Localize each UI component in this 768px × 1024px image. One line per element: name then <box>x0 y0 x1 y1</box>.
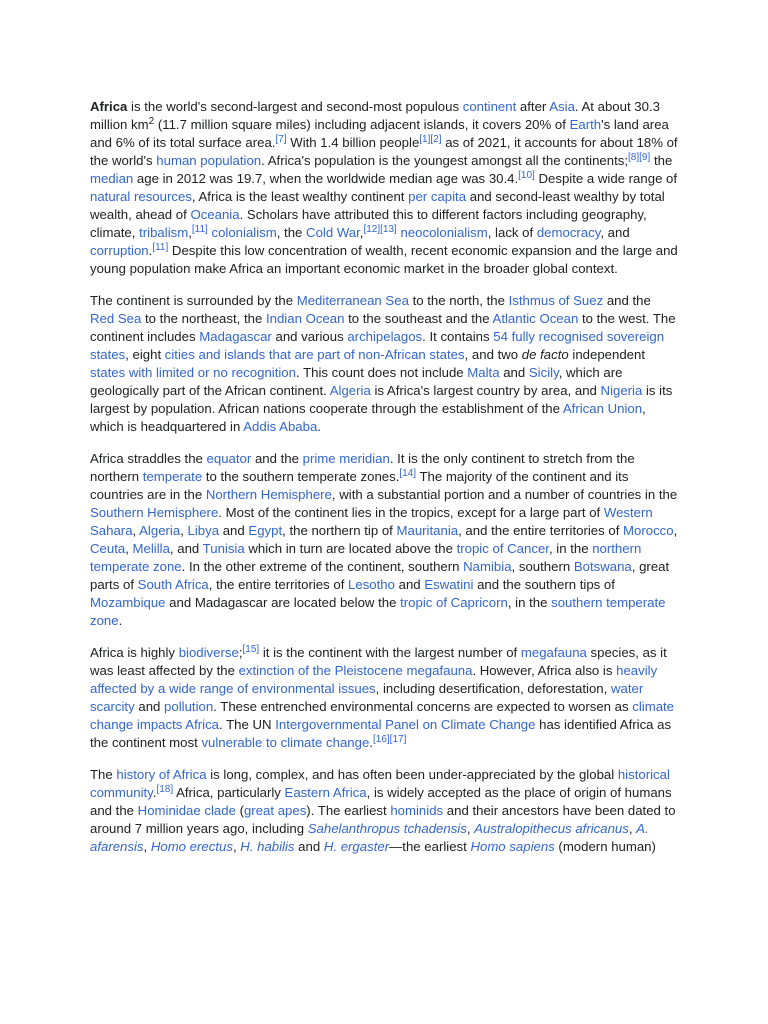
text-run: , <box>143 839 151 854</box>
text-run: after <box>516 99 550 114</box>
citation-link[interactable]: [10] <box>518 170 535 181</box>
text-run: and <box>294 839 324 854</box>
link-vulnerable-to-climate-change[interactable]: vulnerable to climate change <box>201 735 370 750</box>
text-run: to the northeast, the <box>141 311 266 326</box>
link-history-of-africa[interactable]: history of Africa <box>116 767 207 782</box>
text-run: , and the entire territories of <box>458 523 624 538</box>
text-run: , <box>673 523 678 538</box>
citation-superscript <box>373 734 406 745</box>
link-tropic-of-capricorn[interactable]: tropic of Capricorn <box>400 595 508 610</box>
text-run: and the <box>251 451 303 466</box>
text-run: The continent is surrounded by the <box>90 293 297 308</box>
link-water-scarcity[interactable]: water scarcity <box>90 681 644 714</box>
text-run: . <box>118 613 123 628</box>
link-54-fully-recognised-sovereign-states[interactable]: 54 fully recognised sovereign states <box>90 329 665 362</box>
text-run: . The UN <box>219 717 276 732</box>
text-run: . Most of the continent lies in the tropics, except for a large part of <box>218 505 604 520</box>
link-southern-temperate-zone[interactable]: southern temperate zone <box>90 595 666 628</box>
text-run: , Africa is the least wealthy continent <box>191 189 409 204</box>
text-run: is its largest by population. African nations cooperate through the establishment of the <box>90 383 673 416</box>
text-run: . This count does not include <box>295 365 468 380</box>
text-run: 's land area and 6% of its total surface area. <box>90 117 669 150</box>
link-democracy[interactable]: democracy <box>536 225 601 240</box>
text-run: , southern <box>511 559 574 574</box>
italic-term: de facto <box>521 347 569 362</box>
link-continent[interactable]: continent <box>462 99 517 114</box>
link-extinction-of-the-pleistocene-megafauna[interactable]: extinction of the Pleistocene megafauna <box>238 663 473 678</box>
text-run: , <box>125 541 133 556</box>
link-tropic-of-cancer[interactable]: tropic of Cancer <box>456 541 549 556</box>
link-hominidae-clade[interactable]: Hominidae clade <box>137 803 236 818</box>
link-addis-ababa[interactable]: Addis Ababa <box>243 419 318 434</box>
link-malta[interactable]: Malta <box>467 365 500 380</box>
link-states-with-limited-or-no-recognition[interactable]: states with limited or no recognition <box>90 365 296 380</box>
text-run: , <box>232 839 241 854</box>
text-run: Africa is highly <box>90 645 179 660</box>
link-oceania[interactable]: Oceania <box>190 207 240 222</box>
link-per-capita[interactable]: per capita <box>408 189 467 204</box>
text-run: , <box>628 821 637 836</box>
link-western-sahara[interactable]: Western Sahara <box>90 505 653 538</box>
citation-link[interactable]: [14] <box>399 468 417 479</box>
citation-link[interactable]: [8][9] <box>628 152 651 163</box>
text-run: , which are geologically part of the African continent. <box>90 365 623 398</box>
citation-superscript <box>419 134 441 145</box>
text-run: Despite this low concentration of wealth, recent economic expansion and the large and young population make Africa an important economic market in the broader global context. <box>90 243 678 276</box>
link-lesotho[interactable]: Lesotho <box>348 577 395 592</box>
citation-link[interactable]: [15] <box>242 644 260 655</box>
link-cold-war[interactable]: Cold War <box>306 225 360 240</box>
text-run: and <box>219 523 249 538</box>
link-pollution[interactable]: pollution <box>164 699 214 714</box>
article-paragraph <box>90 98 678 278</box>
citation-superscript <box>242 644 259 655</box>
link-melilla[interactable]: Melilla <box>132 541 170 556</box>
text-run: , eight <box>125 347 165 362</box>
citation-superscript <box>518 170 535 181</box>
link-red-sea[interactable]: Red Sea <box>90 311 142 326</box>
text-run: ). The earliest <box>306 803 391 818</box>
text-run: and Madagascar are located below the <box>165 595 401 610</box>
link-tribalism[interactable]: tribalism <box>139 225 189 240</box>
link-homo-sapiens[interactable]: Homo sapiens <box>470 839 555 854</box>
link-cities-and-islands-that-are-part-of-non-african-states[interactable]: cities and islands that are part of non-African states <box>164 347 465 362</box>
link-great-apes[interactable]: great apes <box>243 803 307 818</box>
text-run: , the northern tip of <box>282 523 397 538</box>
text-run: , great parts of <box>90 559 670 592</box>
text-run: and the southern tips of <box>473 577 615 592</box>
text-run: and <box>394 577 425 592</box>
link-mediterranean-sea[interactable]: Mediterranean Sea <box>296 293 409 308</box>
article-paragraph <box>90 292 678 436</box>
text-run: . <box>317 419 321 434</box>
link-h-ergaster[interactable]: H. ergaster <box>323 839 390 854</box>
text-run: , <box>359 225 364 240</box>
link-mauritania[interactable]: Mauritania <box>396 523 459 538</box>
text-run: , lack of <box>487 225 537 240</box>
text-run: , the <box>276 225 307 240</box>
text-run: —the earliest <box>389 839 471 854</box>
link-sicily[interactable]: Sicily <box>528 365 559 380</box>
link-madagascar[interactable]: Madagascar <box>199 329 272 344</box>
text-run: it is the continent with the largest number of <box>259 645 521 660</box>
text-run: , and two <box>464 347 522 362</box>
citation-link[interactable]: [1][2] <box>419 134 442 145</box>
link-a-afarensis[interactable]: A. afarensis <box>90 821 649 854</box>
article-paragraph <box>90 644 678 752</box>
citation-link[interactable]: [11] <box>152 242 169 253</box>
superscript: 2 <box>148 116 155 127</box>
text-run: and various <box>271 329 348 344</box>
link-northern-hemisphere[interactable]: Northern Hemisphere <box>205 487 332 502</box>
text-run: . In the other extreme of the continent, southern <box>181 559 464 574</box>
link-homo-erectus[interactable]: Homo erectus <box>150 839 233 854</box>
text-run: to the west. The continent includes <box>90 311 676 344</box>
text-run: . At about 30.3 million km <box>90 99 660 132</box>
citation-superscript <box>275 134 286 145</box>
link-isthmus-of-suez[interactable]: Isthmus of Suez <box>508 293 604 308</box>
link-colonialism[interactable]: colonialism <box>211 225 277 240</box>
link-mozambique[interactable]: Mozambique <box>90 595 166 610</box>
link-asia[interactable]: Asia <box>549 99 575 114</box>
text-run: . <box>148 243 153 258</box>
text-run: has identified Africa as the continent most <box>90 717 672 750</box>
text-run: The majority of the continent and its countries are in the <box>90 469 629 502</box>
link-prime-meridian[interactable]: prime meridian <box>302 451 390 466</box>
text-run: , with a substantial portion and a number of countries in the <box>331 487 678 502</box>
text-run: age in 2012 was 19.7, when the worldwide median age was 30.4. <box>133 171 519 186</box>
link-south-africa[interactable]: South Africa <box>137 577 209 592</box>
text-run: Despite a wide range of <box>534 171 678 186</box>
text-run: , in the <box>507 595 552 610</box>
text-run: , and <box>169 541 203 556</box>
text-run: ( <box>235 803 244 818</box>
link-hominids[interactable]: hominids <box>390 803 444 818</box>
text-run: With 1.4 billion people <box>286 135 420 150</box>
text-run: to the southern temperate zones. <box>202 469 400 484</box>
link-libya[interactable]: Libya <box>187 523 220 538</box>
text-run: . <box>369 735 373 750</box>
text-run: , which is headquartered in <box>90 401 646 434</box>
link-morocco[interactable]: Morocco <box>623 523 674 538</box>
link-neocolonialism[interactable]: neocolonialism <box>400 225 488 240</box>
text-run: and their ancestors have been dated to around 7 million years ago, including <box>90 803 676 836</box>
text-run: . Scholars have attributed this to different factors including geography, climate, <box>90 207 647 240</box>
link-atlantic-ocean[interactable]: Atlantic Ocean <box>492 311 579 326</box>
text-run: , is widely accepted as the place of origin of humans and the <box>90 785 672 818</box>
text-run: . It is the only continent to stretch from the northern <box>90 451 635 484</box>
text-run: Africa, particularly <box>173 785 285 800</box>
citation-link[interactable]: [11] <box>191 224 208 235</box>
citation-link[interactable]: [12][13] <box>363 224 397 235</box>
text-run: , <box>180 523 188 538</box>
text-run: species, as it was least affected by the <box>90 645 667 678</box>
text-run: . However, Africa also is <box>472 663 617 678</box>
citation-superscript <box>363 224 396 235</box>
link-biodiverse[interactable]: biodiverse <box>178 645 239 660</box>
link-sahelanthropus-tchadensis[interactable]: Sahelanthropus tchadensis <box>307 821 467 836</box>
link-eswatini[interactable]: Eswatini <box>424 577 474 592</box>
link-tunisia[interactable]: Tunisia <box>202 541 245 556</box>
text-run: and the <box>603 293 651 308</box>
text-run: is the world's second-largest and second-most populous <box>127 99 463 114</box>
citation-superscript <box>152 242 168 253</box>
link-historical-community[interactable]: historical community <box>90 767 670 800</box>
text-run: and <box>499 365 529 380</box>
text-run: as of 2021, it accounts for about 18% of the world's <box>90 135 678 168</box>
text-run: to the north, the <box>408 293 509 308</box>
citation-link[interactable]: [16][17] <box>373 734 407 745</box>
link-southern-hemisphere[interactable]: Southern Hemisphere <box>90 505 219 520</box>
link-climate-change-impacts-africa[interactable]: climate change impacts Africa <box>90 699 675 732</box>
text-run: which in turn are located above the <box>244 541 457 556</box>
text-run: and second-least wealthy by total wealth, ahead of <box>90 189 665 222</box>
text-run: , <box>466 821 475 836</box>
text-run: , and <box>600 225 630 240</box>
link-nigeria[interactable]: Nigeria <box>600 383 643 398</box>
link-natural-resources[interactable]: natural resources <box>90 189 192 204</box>
link-algeria[interactable]: Algeria <box>139 523 181 538</box>
text-run: is Africa's largest country by area, and <box>370 383 601 398</box>
article-paragraph <box>90 766 678 856</box>
citation-superscript <box>628 152 650 163</box>
text-run: (modern human) <box>554 839 656 854</box>
link-namibia[interactable]: Namibia <box>463 559 512 574</box>
link-earth[interactable]: Earth <box>569 117 602 132</box>
link-botswana[interactable]: Botswana <box>573 559 632 574</box>
link-heavily-affected-by-a-wide-range-of-environmental-issues[interactable]: heavily affected by a wide range of environmental issues <box>90 663 658 696</box>
text-run: ; <box>238 645 243 660</box>
link-median[interactable]: median <box>90 171 134 186</box>
link-eastern-africa[interactable]: Eastern Africa <box>284 785 367 800</box>
link-egypt[interactable]: Egypt <box>248 523 283 538</box>
link-ceuta[interactable]: Ceuta <box>90 541 126 556</box>
link-human-population[interactable]: human population <box>156 153 262 168</box>
bold-term: Africa <box>90 99 128 114</box>
text-run: to the southeast and the <box>344 311 493 326</box>
link-australopithecus-africanus[interactable]: Australopithecus africanus <box>474 821 629 836</box>
text-run: , <box>188 225 192 240</box>
text-run: . It contains <box>422 329 494 344</box>
link-h-habilis[interactable]: H. habilis <box>240 839 295 854</box>
citation-superscript <box>156 784 173 795</box>
link-archipelagos[interactable]: archipelagos <box>347 329 423 344</box>
citation-link[interactable]: [7] <box>275 134 287 145</box>
link-northern-temperate-zone[interactable]: northern temperate zone <box>90 541 642 574</box>
text-run: is long, complex, and has often been under-appreciated by the global <box>206 767 618 782</box>
link-megafauna[interactable]: megafauna <box>520 645 587 660</box>
text-run: , including desertification, deforestation, <box>375 681 611 696</box>
link-algeria[interactable]: Algeria <box>329 383 371 398</box>
article-paragraph <box>90 450 678 630</box>
article-body <box>90 98 678 870</box>
text-run: independent <box>568 347 645 362</box>
text-run: and <box>134 699 165 714</box>
text-run: (11.7 million square miles) including adjacent islands, it covers 20% of <box>154 117 570 132</box>
link-corruption[interactable]: corruption <box>90 243 149 258</box>
text-run: , in the <box>548 541 593 556</box>
citation-link[interactable]: [18] <box>156 784 174 795</box>
text-run: . These entrenched environmental concerns are expected to worsen as <box>213 699 633 714</box>
text-run: The <box>90 767 117 782</box>
citation-superscript <box>399 468 416 479</box>
citation-superscript <box>192 224 208 235</box>
text-run: , <box>132 523 140 538</box>
link-equator[interactable]: equator <box>206 451 252 466</box>
text-run: . <box>152 785 157 800</box>
text-run: . Africa's population is the youngest amongst all the continents; <box>261 153 629 168</box>
link-african-union[interactable]: African Union <box>562 401 643 416</box>
text-run: the <box>650 153 673 168</box>
text-run: , the entire territories of <box>208 577 349 592</box>
link-indian-ocean[interactable]: Indian Ocean <box>265 311 345 326</box>
link-temperate[interactable]: temperate <box>142 469 203 484</box>
text-run: Africa straddles the <box>90 451 207 466</box>
link-intergovernmental-panel-on-climate-change[interactable]: Intergovernmental Panel on Climate Change <box>275 717 536 732</box>
